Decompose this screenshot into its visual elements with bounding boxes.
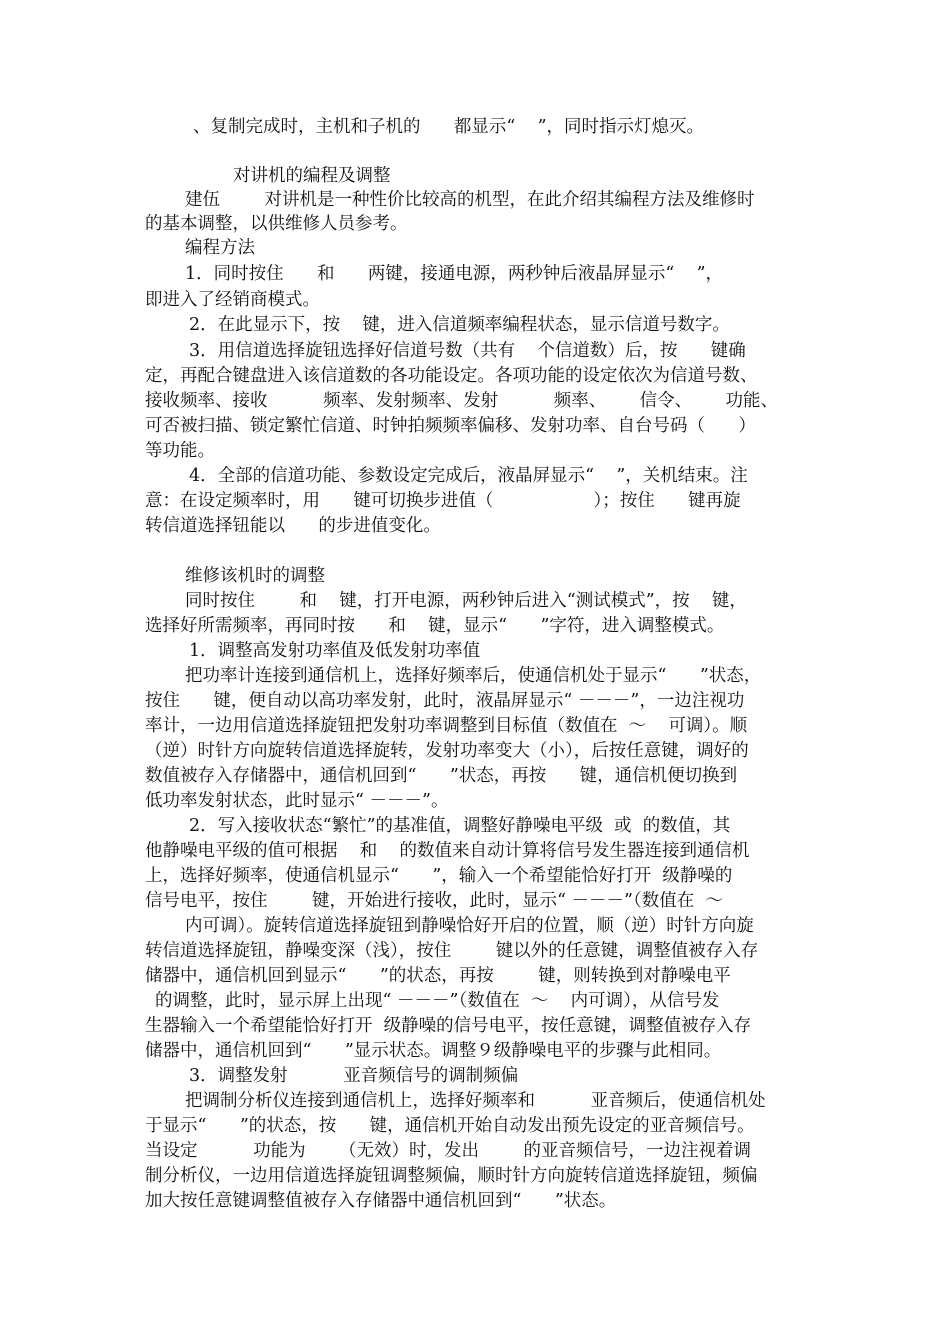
- text-line: 建伍 对讲机是一种性价比较高的机型，在此介绍其编程方法及维修时: [185, 190, 755, 210]
- section-heading: 维修该机时的调整: [185, 566, 325, 586]
- text-line: 1．同时按住 和 两键，接通电源，两秒钟后液晶屏显示“ ”，: [185, 264, 724, 284]
- subsection-heading: 1．调整高发射功率值及低发射功率值: [189, 641, 481, 661]
- text-line: 生器输入一个希望能恰好打开 级静噪的信号电平，按任意键，调整值被存入存: [145, 1016, 752, 1036]
- text-line: 低功率发射状态，此时显示“ －－－”。: [145, 791, 449, 811]
- text-line: 意：在设定频率时，用 键可切换步进值（ ）；按住 键再旋: [145, 491, 741, 511]
- text-line: 储器中，通信机回到显示“ ”的状态，再按 键，则转换到对静噪电平: [145, 966, 731, 986]
- text-line: 内可调）。旋转信道选择旋钮到静噪恰好开启的位置，顺（逆）时针方向旋: [185, 916, 754, 936]
- text-line: 率计，一边用信道选择旋钮把发射功率调整到目标值（数值在 ～ 可调）。顺: [145, 716, 748, 736]
- text-line: 同时按住 和 键，打开电源，两秒钟后进入“测试模式”，按 键，: [185, 591, 747, 611]
- text-line: 的调整，此时，显示屏上出现“ －－－”（数值在 ～ 内可调），从信号发: [155, 991, 720, 1011]
- text-line: 2．在此显示下，按 键，进入信道频率编程状态，显示信道号数字。: [189, 315, 730, 335]
- text-line: 、复制完成时，主机和子机的 都显示“ ”，同时指示灯熄灭。: [193, 117, 705, 137]
- text-line: 可否被扫描、锁定繁忙信道、时钟拍频频率偏移、发射功率、自台号码（ ）: [145, 416, 756, 436]
- text-line: 于显示“ ”的状态，按 键，通信机开始自动发出预先设定的亚音频信号。: [145, 1116, 755, 1136]
- text-line: （逆）时针方向旋转信道选择旋转，发射功率变大（小），后按任意键，调好的: [145, 741, 749, 761]
- text-line: 按住 键，便自动以高功率发射，此时，液晶屏显示“ －－－”，一边注视功: [145, 691, 745, 711]
- subsection-heading: 3．调整发射 亚音频信号的调制频偏: [189, 1066, 519, 1086]
- text-line: 转信道选择旋钮，静噪变深（浅），按住 键以外的任意键，调整值被存入存: [145, 941, 759, 961]
- text-line: 把调制分析仪连接到通信机上，选择好频率和 亚音频后，使通信机处: [185, 1091, 766, 1111]
- text-line: 制分析仪，一边用信道选择旋钮调整频偏，顺时针方向旋转信道选择旋钮，频偏: [145, 1166, 758, 1186]
- text-line: 他静噪电平级的值可根据 和 的数值来自动计算将信号发生器连接到通信机: [145, 841, 750, 861]
- text-line: 4．全部的信道功能、参数设定完成后，液晶屏显示“ ”，关机结束。注: [189, 466, 748, 486]
- text-line: 等功能。: [145, 441, 215, 461]
- text-line: 接收频率、接收 频率、发射频率、发射 频率、 信令、 功能、: [145, 391, 779, 411]
- section-heading: 编程方法: [185, 238, 255, 258]
- text-line: 当设定 功能为 （无效）时，发出 的亚音频信号，一边注视着调: [145, 1141, 752, 1161]
- text-line: 把功率计连接到通信机上，选择好频率后，使通信机处于显示“ ”状态，: [185, 666, 762, 686]
- text-line: 定，再配合键盘进入该信道数的各功能设定。各项功能的设定依次为信道号数、: [145, 366, 758, 386]
- text-line: 数值被存入存储器中，通信机回到“ ”状态，再按 键，通信机便切换到: [145, 766, 738, 786]
- text-line: 储器中，通信机回到“ ”显示状态。调整９级静噪电平的步骤与此相同。: [145, 1041, 722, 1061]
- text-line: 选择好所需频率，再同时按 和 键，显示“ ”字符，进入调整模式。: [145, 616, 725, 636]
- text-line: 加大按任意键调整值被存入存储器中通信机回到“ ”状态。: [145, 1191, 617, 1211]
- text-line: 转信道选择钮能以 的步进值变化。: [145, 516, 441, 536]
- text-line: 3．用信道选择旋钮选择好信道号数（共有 个信道数）后，按 键确: [189, 341, 746, 361]
- text-line: 的基本调整，以供维修人员参考。: [145, 214, 408, 234]
- text-line: 信号电平，按住 键，开始进行接收，此时，显示“ －－－”（数值在 ～: [145, 891, 723, 911]
- text-line: 即进入了经销商模式。: [145, 290, 320, 310]
- section-title: 对讲机的编程及调整: [233, 166, 391, 186]
- text-line: 2．写入接收状态“繁忙”的基准值，调整好静噪电平级 或 的数值，其: [189, 816, 731, 836]
- text-line: 上，选择好频率，使通信机显示“ ”，输入一个希望能恰好打开 级静噪的: [145, 866, 733, 886]
